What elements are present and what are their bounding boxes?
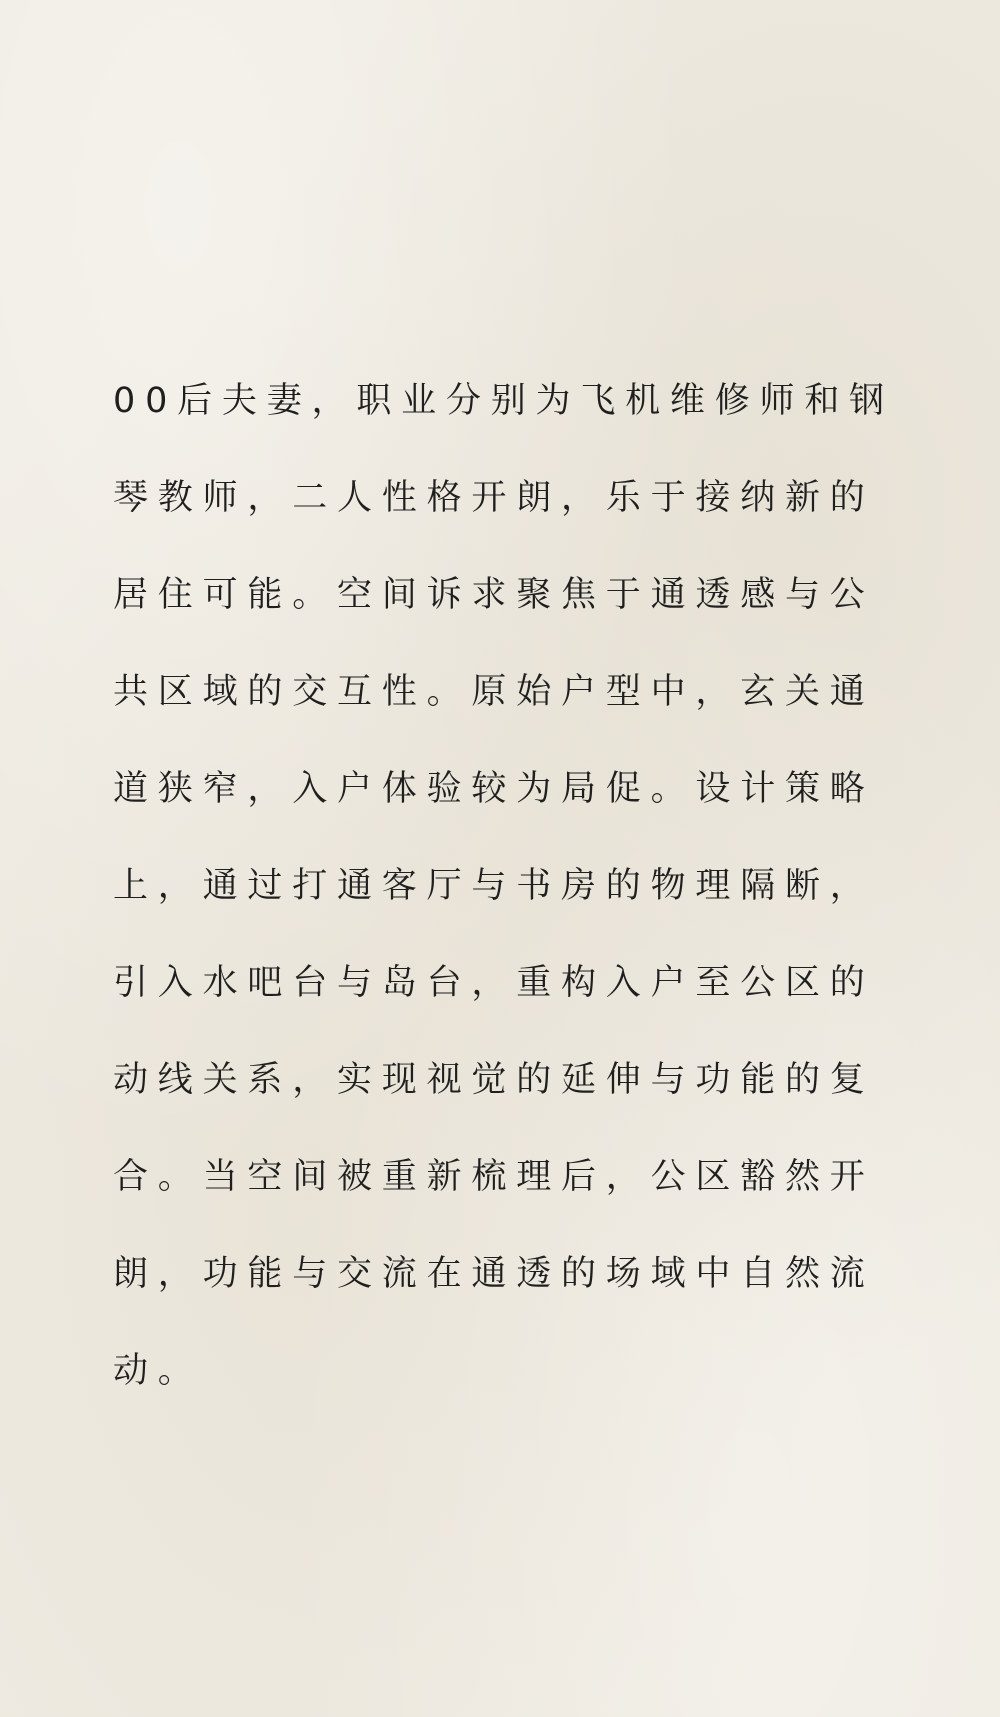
paragraph-line: 朗，功能与交流在通透的场域中自然流 xyxy=(113,1254,875,1294)
paragraph-line: 引入水吧台与岛台，重构入户至公区的 xyxy=(113,963,875,1003)
paragraph-line: 居住可能。空间诉求聚焦于通透感与公 xyxy=(113,575,875,615)
body-paragraph xyxy=(113,353,903,1420)
paragraph-line: 道狭窄，入户体验较为局促。设计策略 xyxy=(113,769,875,809)
paragraph-line: 琴教师，二人性格开朗，乐于接纳新的 xyxy=(113,478,875,518)
paragraph-line: 动线关系，实现视觉的延伸与功能的复 xyxy=(113,1060,875,1100)
paragraph-line: 动。 xyxy=(113,1351,203,1391)
paragraph-line: 上，通过打通客厅与书房的物理隔断， xyxy=(113,866,875,906)
paragraph-line: 00后夫妻，职业分别为飞机维修师和钢 xyxy=(113,381,894,421)
paragraph-line: 共区域的交互性。原始户型中，玄关通 xyxy=(113,672,875,712)
paragraph-line: 合。当空间被重新梳理后，公区豁然开 xyxy=(113,1157,875,1197)
